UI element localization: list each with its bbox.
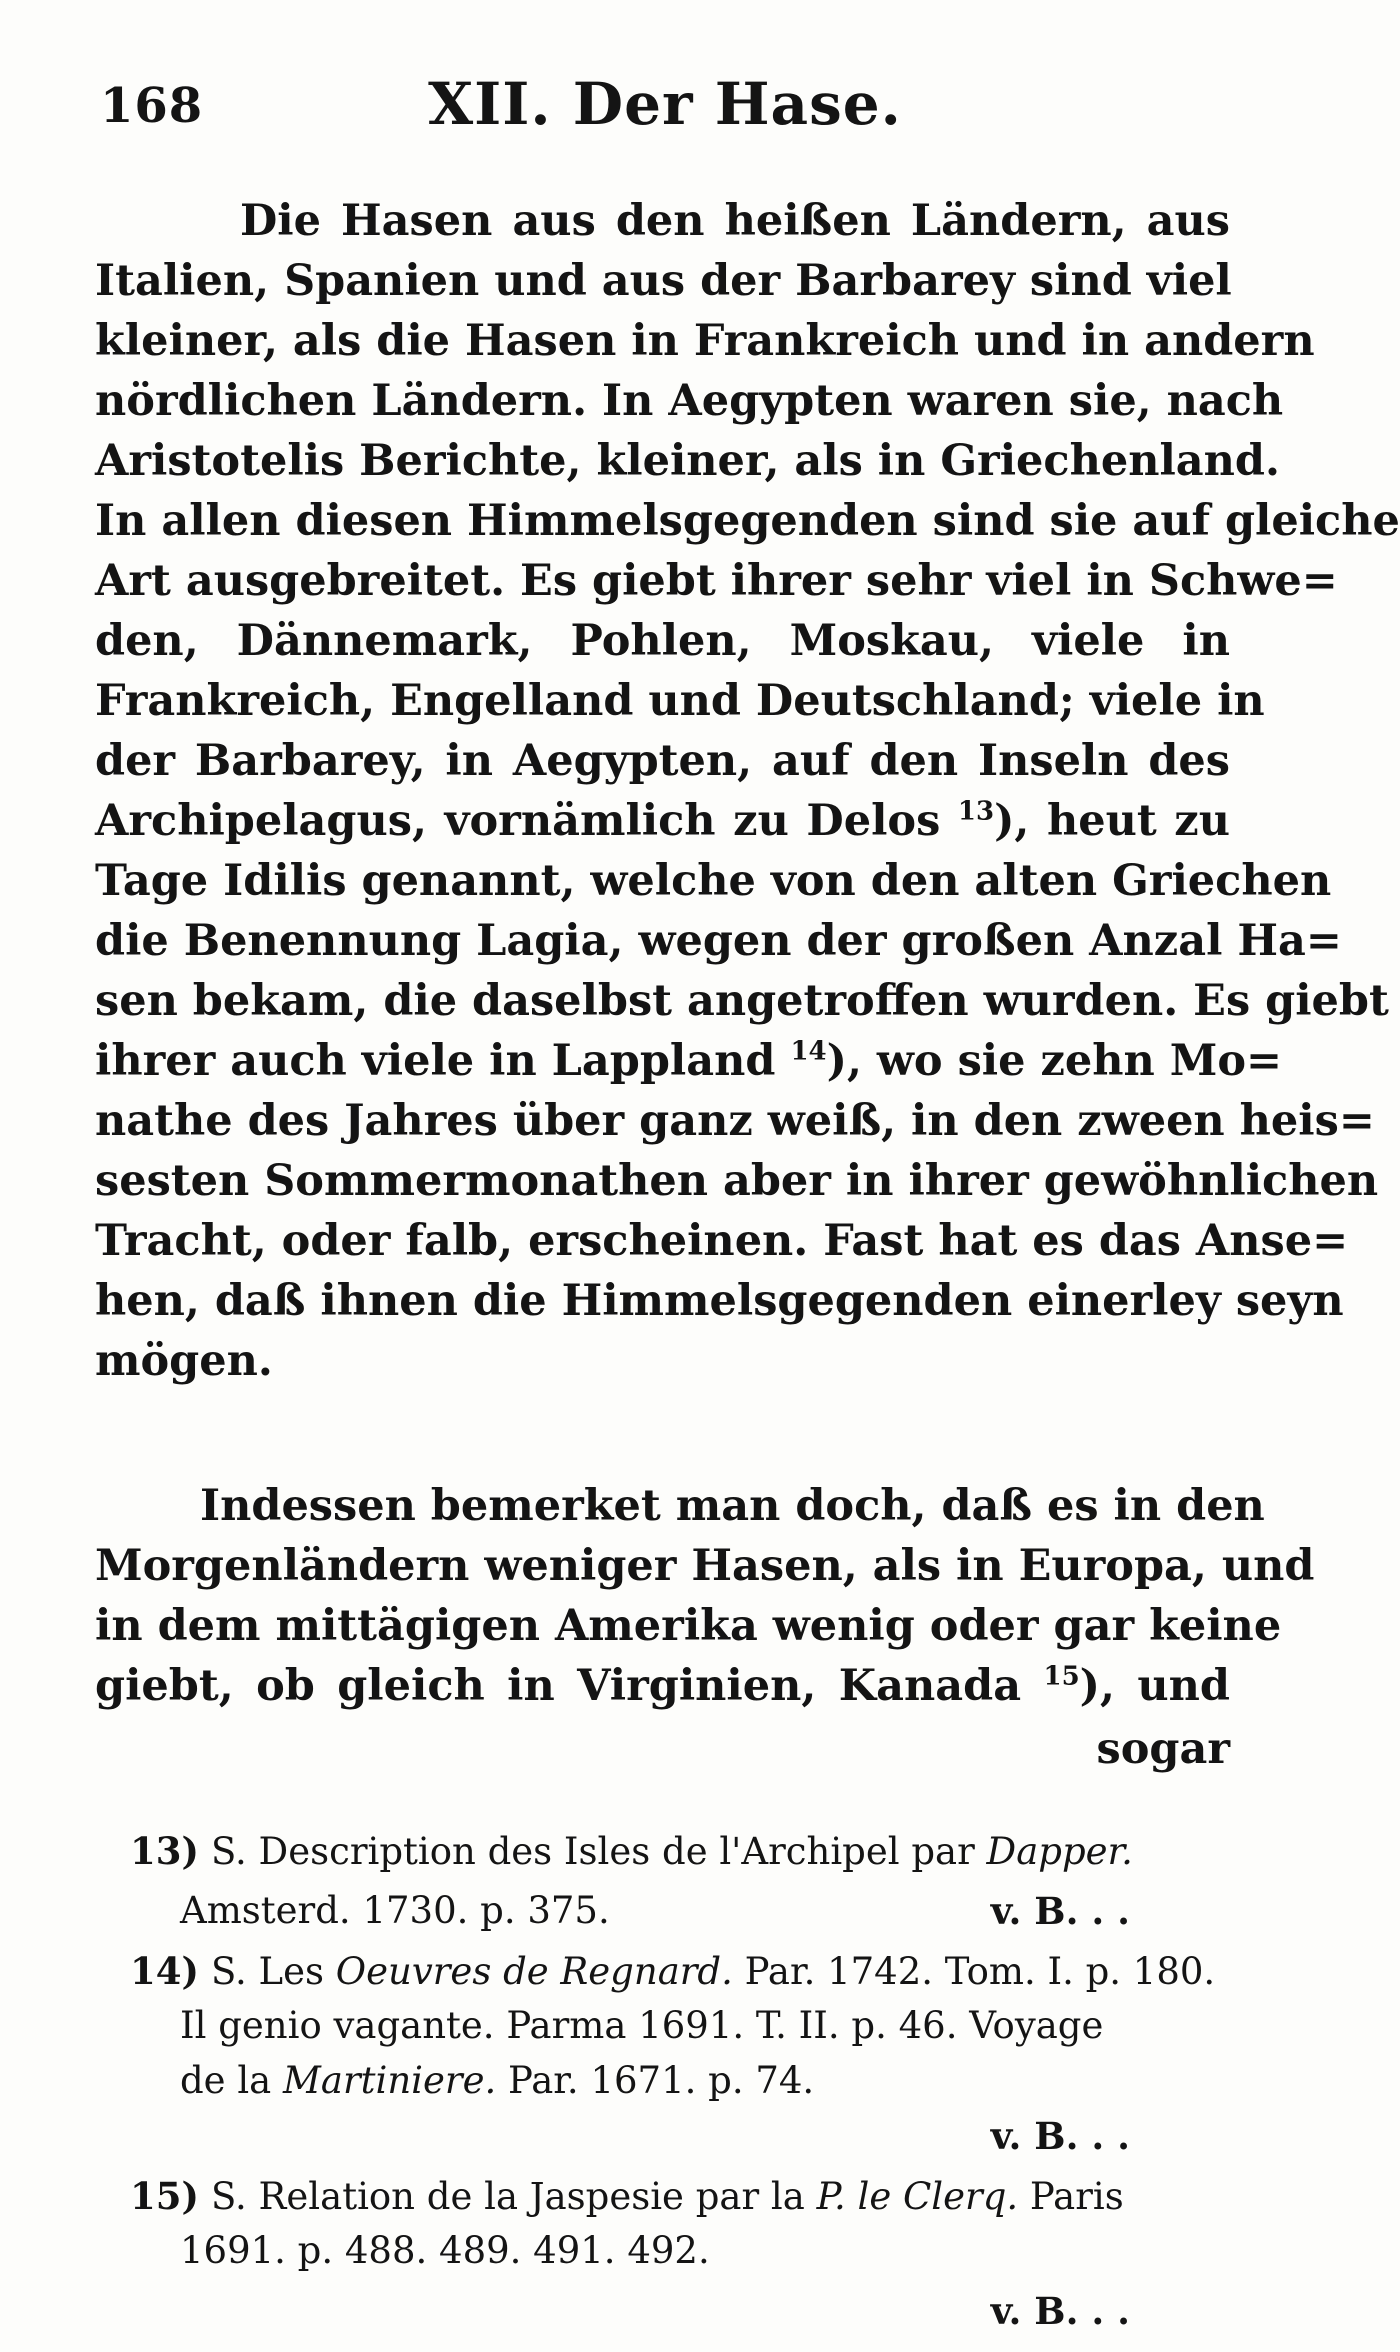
footnote-ref: 15 xyxy=(1043,1661,1080,1692)
text-line: Tage Idilis genannt, welche von den alten Griechen xyxy=(95,856,1332,906)
footnote-ref: 14 xyxy=(790,1036,827,1067)
footnote-13: 13) S. Description des Isles de l'Archipel par Dapper. xyxy=(130,1829,1133,1873)
footnote-signature: v. B. . . xyxy=(990,2114,1130,2158)
running-title: XII. Der Hase. xyxy=(428,70,902,138)
text-line: der Barbarey, in Aegypten, auf den Inseln des xyxy=(95,736,1230,786)
text-line: Frankreich, Engelland und Deutschland; viele in xyxy=(95,676,1265,726)
footnote-13-line-2: Amsterd. 1730. p. 375. xyxy=(180,1889,610,1932)
footnote-signature: v. B. . . xyxy=(990,1889,1130,1933)
page-header xyxy=(100,70,1230,150)
text-line: in dem mittägigen Amerika wenig oder gar keine xyxy=(95,1601,1282,1651)
footnote-ref: 13 xyxy=(957,796,995,827)
text-line: In allen diesen Himmelsgegenden sind sie auf gleiche xyxy=(95,496,1400,546)
text-line: sen bekam, die daselbst angetroffen wurden. Es giebt xyxy=(95,976,1389,1026)
footnote-marker: 14) xyxy=(130,1949,199,1993)
text-line: hen, daß ihnen die Himmelsgegenden einerley seyn xyxy=(95,1276,1344,1326)
text-line: Die Hasen aus den heißen Ländern, aus xyxy=(240,196,1230,246)
text-line: sesten Sommermonathen aber in ihrer gewöhnlichen xyxy=(95,1156,1379,1206)
text-line: kleiner, als die Hasen in Frankreich und in andern xyxy=(95,316,1315,366)
footnote-signature: v. B. . . xyxy=(990,2289,1130,2333)
catchword: sogar xyxy=(1096,1724,1230,1774)
footnote-15-line-2: 1691. p. 488. 489. 491. 492. xyxy=(180,2229,710,2272)
text-line: Art ausgebreitet. Es giebt ihrer sehr viel in Schwe= xyxy=(95,556,1338,606)
text-line: Italien, Spanien und aus der Barbarey sind viel xyxy=(95,256,1232,306)
footnote-14-line-2: Il genio vagante. Parma 1691. T. II. p. 46. Voyage xyxy=(180,2004,1104,2047)
text-line: nördlichen Ländern. In Aegypten waren sie, nach xyxy=(95,376,1284,426)
text-line: mögen. xyxy=(95,1336,273,1386)
text-line: Archipelagus, vornämlich zu Delos $^{13}$), heut zu xyxy=(95,796,1230,846)
footnote-marker: 15) xyxy=(130,2174,199,2218)
text-line: die Benennung Lagia, wegen der großen Anzal Ha= xyxy=(95,916,1342,966)
text-line: Tracht, oder falb, erscheinen. Fast hat es das Anse= xyxy=(95,1216,1349,1266)
footnote-14-line-3: de la Martiniere. Par. 1671. p. 74. xyxy=(180,2059,815,2102)
text-line: den, Dännemark, Pohlen, Moskau, viele in xyxy=(95,616,1230,666)
text-line: giebt, ob gleich in Virginien, Kanada $^{15}$), und xyxy=(95,1661,1230,1711)
text-line: nathe des Jahres über ganz weiß, in den zween heis= xyxy=(95,1096,1375,1146)
page-number: 168 xyxy=(100,78,204,134)
text-line: Aristotelis Berichte, kleiner, als in Griechenland. xyxy=(95,436,1280,486)
text-line: Morgenländern weniger Hasen, als in Europa, und xyxy=(95,1541,1315,1591)
footnote-14: 14) S. Les Oeuvres de Regnard. Par. 1742. Tom. I. p. 180. xyxy=(130,1949,1216,1993)
footnote-15: 15) S. Relation de la Jaspesie par la P. le Clerq. Paris xyxy=(130,2174,1124,2218)
footnote-marker: 13) xyxy=(130,1829,199,1873)
text-line: Indessen bemerket man doch, daß es in den xyxy=(200,1481,1265,1531)
text-line: ihrer auch viele in Lappland $^{14}$), wo sie zehn Mo= xyxy=(95,1036,1283,1086)
